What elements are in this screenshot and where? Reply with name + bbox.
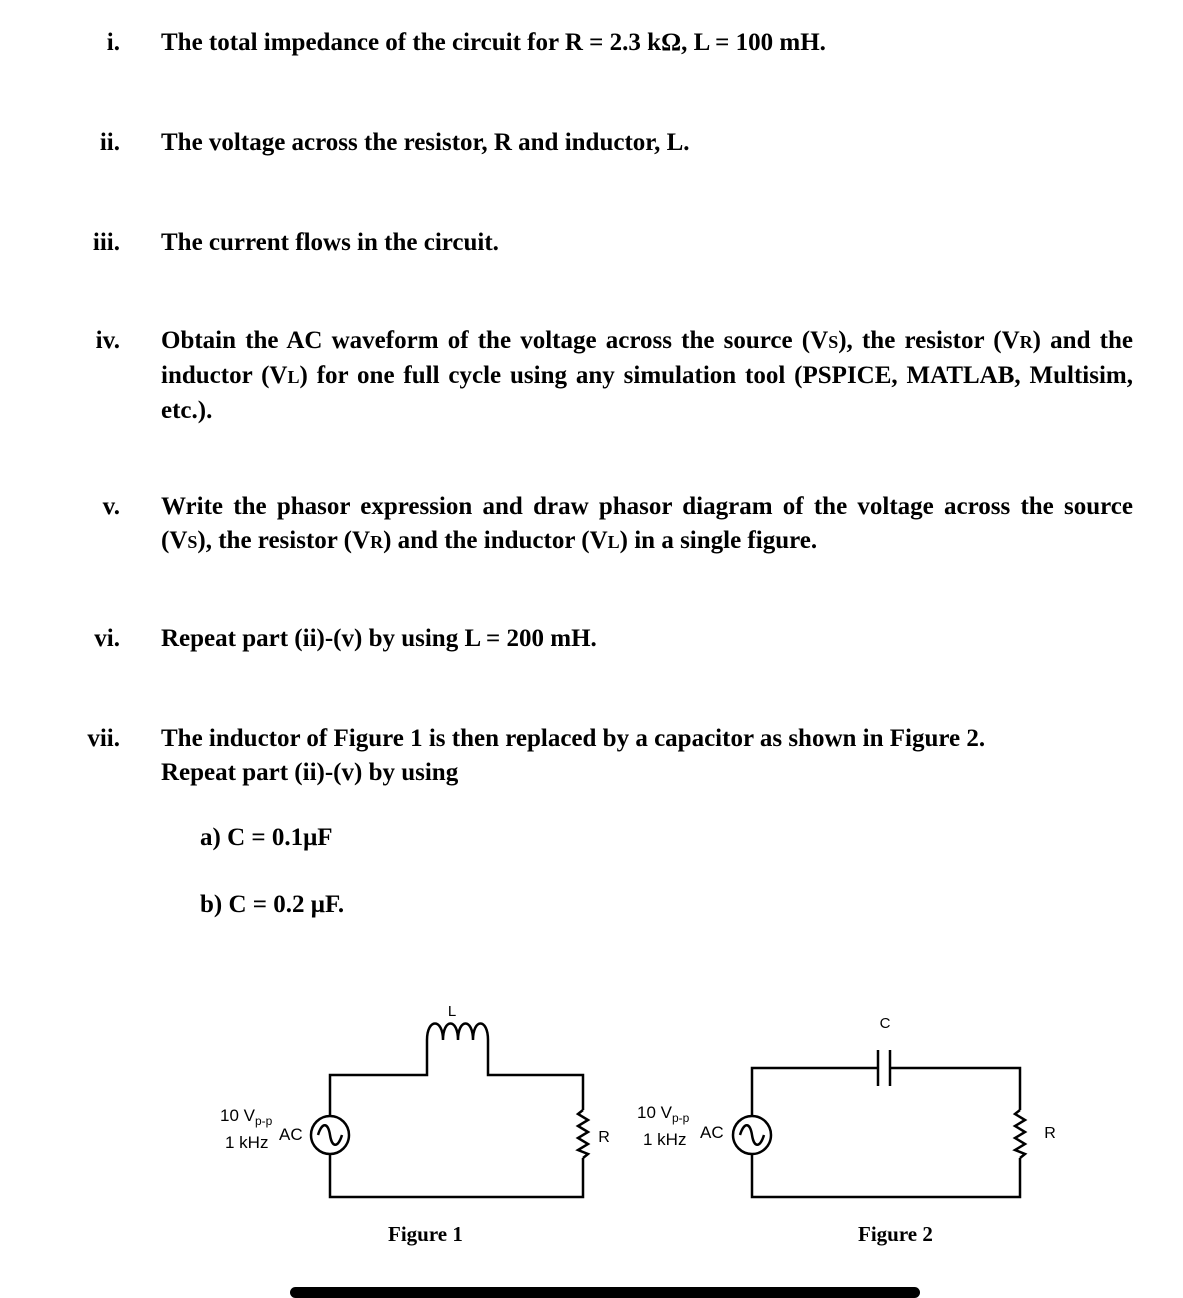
resistor-label: R (598, 1129, 610, 1146)
item-text: The inductor of Figure 1 is then replaced by a capacitor as shown in Figure 2. Repeat part (ii)-(v) by using (161, 725, 986, 786)
source-voltage: 10 $V_{p-p}$ (637, 1103, 690, 1125)
resistor-symbol (1015, 1110, 1025, 1158)
source-type: AC (700, 1123, 724, 1142)
item-number: i. (106, 29, 120, 56)
resistor-label: R (1044, 1125, 1056, 1142)
item-text: The current flows in the circuit. (161, 229, 499, 256)
source-frequency: 1 kHz (643, 1130, 687, 1149)
inductor-symbol (427, 1024, 488, 1041)
capacitor-symbol (878, 1050, 890, 1086)
item-text: Repeat part (ii)-(v) by using L = 200 mH. (161, 625, 597, 652)
item-number: iii. (92, 229, 120, 256)
source-frequency: 1 kHz (225, 1133, 269, 1152)
item-text: Write the phasor expression and draw phasor diagram of the voltage across the source (VS), the resistor (VR) and the inductor (VL) in a single figure. (161, 493, 1133, 554)
home-indicator-bar[interactable] (290, 1287, 920, 1298)
source-voltage: 10 $V_{p-p}$ (220, 1106, 273, 1128)
subitem-b: b) C = 0.2 μF. (200, 891, 345, 918)
inductor-label: L (447, 1003, 457, 1020)
item-number: ii. (99, 129, 120, 156)
figure-2-caption: Figure 2 (858, 1222, 933, 1246)
item-number: iv. (95, 327, 120, 354)
resistor-symbol (578, 1110, 588, 1158)
item-text: Obtain the AC waveform of the voltage across the source (VS), the resistor (VR) and the inductor (VL) for one full cycle using any simulation tool (PSPICE, MATLAB, Multisim, etc.). (161, 327, 1133, 424)
capacitor-label: C (879, 1015, 891, 1032)
item-number: vii. (87, 725, 120, 752)
source-type: AC (279, 1125, 303, 1144)
item-number: v. (102, 493, 120, 520)
figure-1-caption: Figure 1 (388, 1222, 463, 1246)
subitem-a: a) C = 0.1μF (200, 824, 333, 851)
item-text: The voltage across the resistor, R and inductor, L. (161, 129, 690, 156)
item-text: The total impedance of the circuit for R = 2.3 kΩ, L = 100 mH. (161, 29, 826, 56)
item-number: vi. (94, 625, 120, 652)
